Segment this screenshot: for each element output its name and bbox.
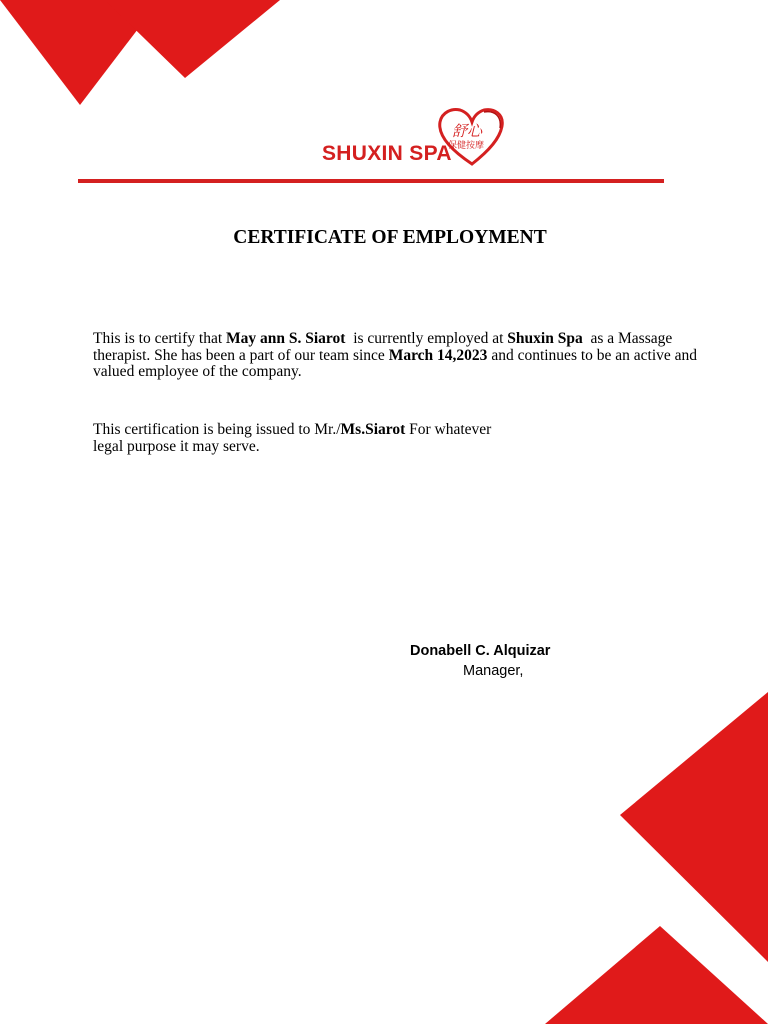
text-fragment: For whatever legal purpose it may serve. <box>93 421 492 455</box>
text-fragment: is currently employed at <box>345 330 508 347</box>
bottom-right-red-triangle-large <box>620 692 768 962</box>
text-fragment: and continues to be an active and valued employee of the company. <box>93 346 698 380</box>
text-fragment: This certification is being issued to Mr./ <box>93 421 341 438</box>
signatory-title: Manager, <box>463 663 524 679</box>
brand-name: SHUXIN SPA <box>322 142 452 165</box>
signatory-name: Donabell C. Alquizar <box>410 643 551 659</box>
logo-chinese-sub: 保健按摩 <box>448 141 485 151</box>
certification-paragraph <box>93 331 703 381</box>
bottom-right-red-triangle-small <box>545 926 768 1024</box>
top-right-red-triangle <box>105 0 280 78</box>
logo-chinese-main: 舒心 <box>452 122 483 140</box>
company-logo <box>318 106 518 176</box>
text-fragment: This is to certify that <box>93 330 227 347</box>
employee-name: May ann S. Siarot <box>226 330 346 347</box>
start-date: March 14,2023 <box>388 346 488 364</box>
document-title: CERTIFICATE OF EMPLOYMENT <box>233 227 547 248</box>
header-divider <box>78 179 664 183</box>
company-name: Shuxin Spa <box>507 330 583 347</box>
purpose-paragraph <box>93 422 513 455</box>
text-fragment: as a Massage therapist. She has been a part of our team since <box>93 330 677 364</box>
addressee-name: Ms.Siarot <box>340 421 406 438</box>
